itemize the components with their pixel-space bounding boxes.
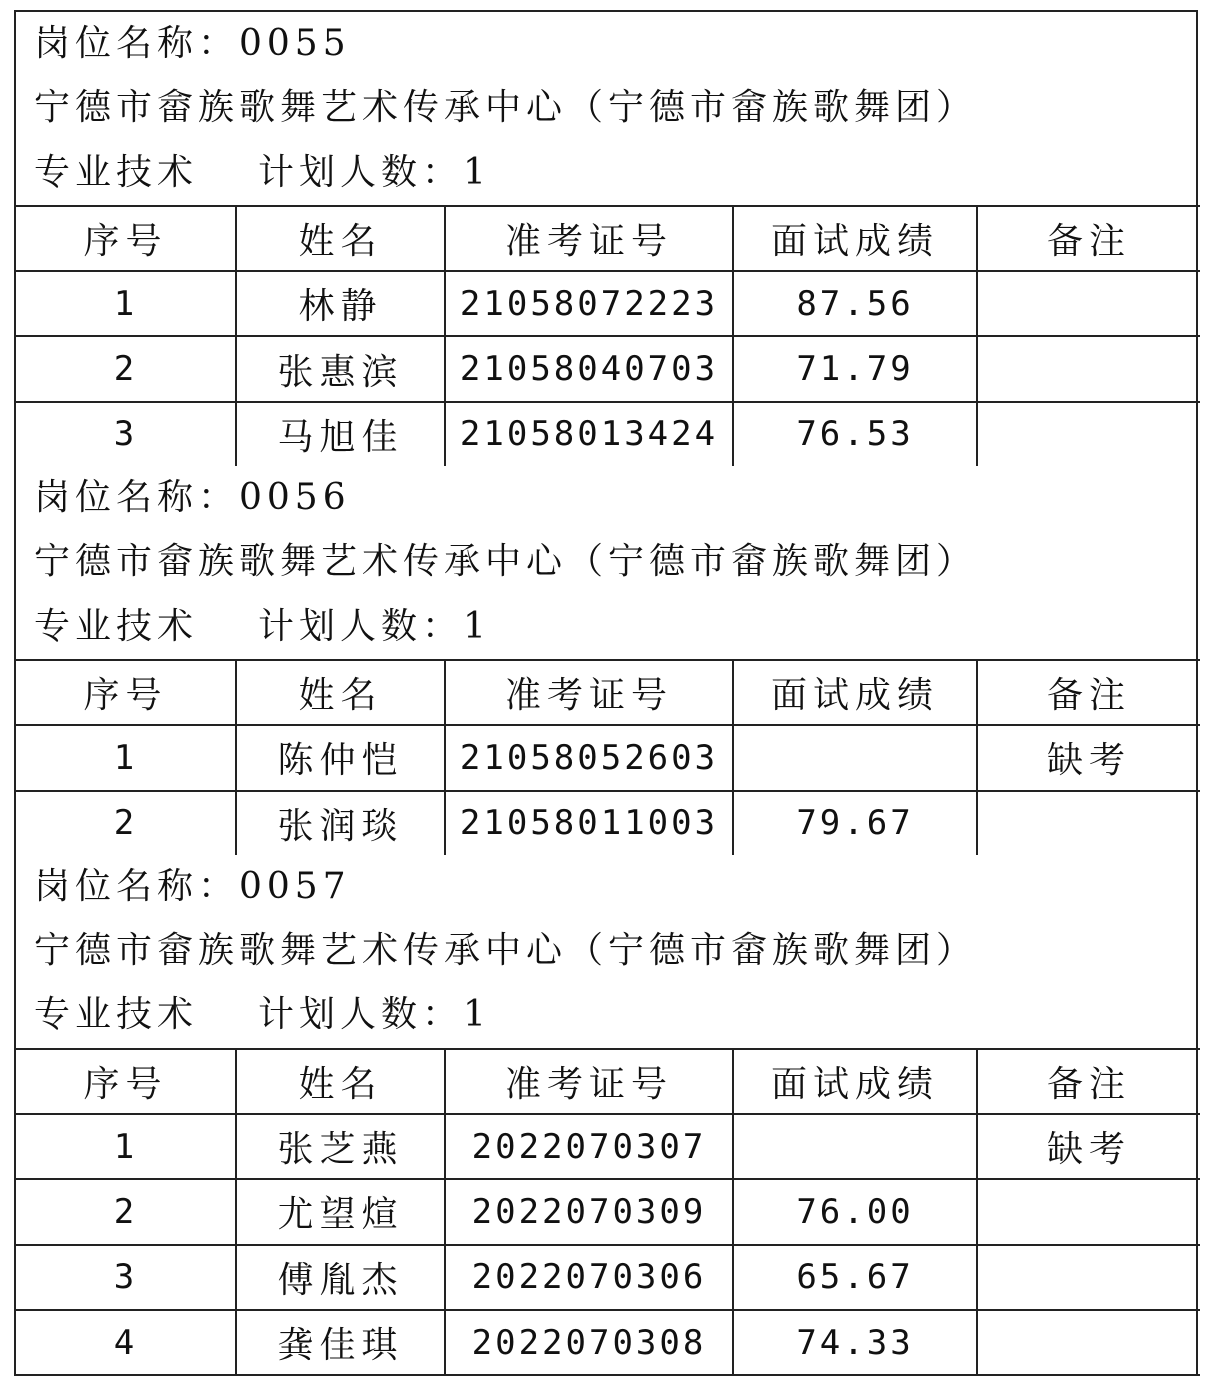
cell-ticket: 21058011003: [445, 791, 733, 855]
position-title: 岗位名称：0057: [34, 865, 351, 907]
table-row: [16, 402, 1200, 466]
cell-seq: 2: [16, 336, 236, 401]
cell-name: 尤望煊: [236, 1179, 445, 1244]
cell-score: 65.67: [733, 1245, 977, 1310]
header-note: 备注: [977, 1049, 1200, 1114]
header-seq: 序号: [16, 1049, 236, 1114]
category-line: [16, 983, 1196, 1047]
cell-score: [733, 1114, 977, 1179]
category-label: 专业技术: [34, 151, 199, 193]
cell-score: 76.53: [733, 402, 977, 466]
plan-count: 计划人数：1: [258, 994, 491, 1036]
table-row: [16, 271, 1200, 336]
table-row: [16, 1310, 1200, 1375]
cell-name: 龚佳琪: [236, 1310, 445, 1375]
cell-score: 76.00: [733, 1179, 977, 1244]
cell-seq: 4: [16, 1310, 236, 1375]
cell-score: 79.67: [733, 791, 977, 855]
position-section: [16, 12, 1196, 466]
cell-ticket: 2022070306: [445, 1245, 733, 1310]
header-ticket: 准考证号: [445, 660, 733, 725]
cell-name: 张芝燕: [236, 1114, 445, 1179]
table-row: [16, 1245, 1200, 1310]
results-table: [16, 205, 1200, 466]
unit-name: 宁德市畲族歌舞艺术传承中心（宁德市畲族歌舞团）: [34, 87, 978, 129]
cell-seq: 2: [16, 791, 236, 855]
cell-name: 林静: [236, 271, 445, 336]
unit-name: 宁德市畲族歌舞艺术传承中心（宁德市畲族歌舞团）: [34, 541, 978, 583]
cell-note: [977, 1310, 1200, 1375]
cell-seq: 1: [16, 725, 236, 790]
cell-seq: 1: [16, 1114, 236, 1179]
results-table: [16, 1048, 1200, 1376]
header-row: [16, 1049, 1200, 1114]
cell-score: [733, 725, 977, 790]
category-line: [16, 141, 1196, 205]
header-seq: 序号: [16, 206, 236, 271]
header-name: 姓名: [236, 1049, 445, 1114]
position-title: 岗位名称：0055: [34, 23, 351, 64]
header-score: 面试成绩: [733, 660, 977, 725]
header-ticket: 准考证号: [445, 1049, 733, 1114]
header-name: 姓名: [236, 660, 445, 725]
cell-ticket: 21058013424: [445, 402, 733, 466]
table-row: [16, 725, 1200, 790]
cell-name: 傅胤杰: [236, 1245, 445, 1310]
header-row: [16, 206, 1200, 271]
cell-ticket: 2022070309: [445, 1179, 733, 1244]
cell-score: 87.56: [733, 271, 977, 336]
header-note: 备注: [977, 206, 1200, 271]
header-name: 姓名: [236, 206, 445, 271]
table-row: [16, 791, 1200, 855]
cell-ticket: 2022070308: [445, 1310, 733, 1375]
header-ticket: 准考证号: [445, 206, 733, 271]
cell-note: [977, 336, 1200, 401]
cell-note: [977, 1179, 1200, 1244]
category-line: [16, 595, 1196, 659]
cell-ticket: 21058040703: [445, 336, 733, 401]
position-section: [16, 855, 1196, 1376]
cell-note: 缺考: [977, 1114, 1200, 1179]
table-row: [16, 336, 1200, 401]
header-score: 面试成绩: [733, 206, 977, 271]
cell-name: 张润琰: [236, 791, 445, 855]
cell-seq: 1: [16, 271, 236, 336]
header-row: [16, 660, 1200, 725]
unit-name: 宁德市畲族歌舞艺术传承中心（宁德市畲族歌舞团）: [34, 930, 978, 972]
header-seq: 序号: [16, 660, 236, 725]
position-section: [16, 466, 1196, 855]
cell-ticket: 21058072223: [445, 271, 733, 336]
header-score: 面试成绩: [733, 1049, 977, 1114]
cell-score: 71.79: [733, 336, 977, 401]
cell-note: [977, 271, 1200, 336]
cell-seq: 2: [16, 1179, 236, 1244]
table-row: [16, 1114, 1200, 1179]
cell-note: [977, 402, 1200, 466]
position-title: 岗位名称：0056: [34, 477, 351, 519]
cell-note: [977, 1245, 1200, 1310]
cell-note: 缺考: [977, 725, 1200, 790]
category-label: 专业技术: [34, 605, 199, 647]
results-document: [14, 10, 1198, 1376]
cell-ticket: 21058052603: [445, 725, 733, 790]
header-note: 备注: [977, 660, 1200, 725]
cell-name: 张惠滨: [236, 336, 445, 401]
cell-note: [977, 791, 1200, 855]
cell-name: 马旭佳: [236, 402, 445, 466]
cell-seq: 3: [16, 1245, 236, 1310]
cell-ticket: 2022070307: [445, 1114, 733, 1179]
table-row: [16, 1179, 1200, 1244]
category-label: 专业技术: [34, 994, 199, 1036]
plan-count: 计划人数：1: [258, 605, 491, 647]
cell-seq: 3: [16, 402, 236, 466]
cell-name: 陈仲恺: [236, 725, 445, 790]
cell-score: 74.33: [733, 1310, 977, 1375]
results-table: [16, 659, 1200, 855]
plan-count: 计划人数：1: [258, 151, 491, 193]
